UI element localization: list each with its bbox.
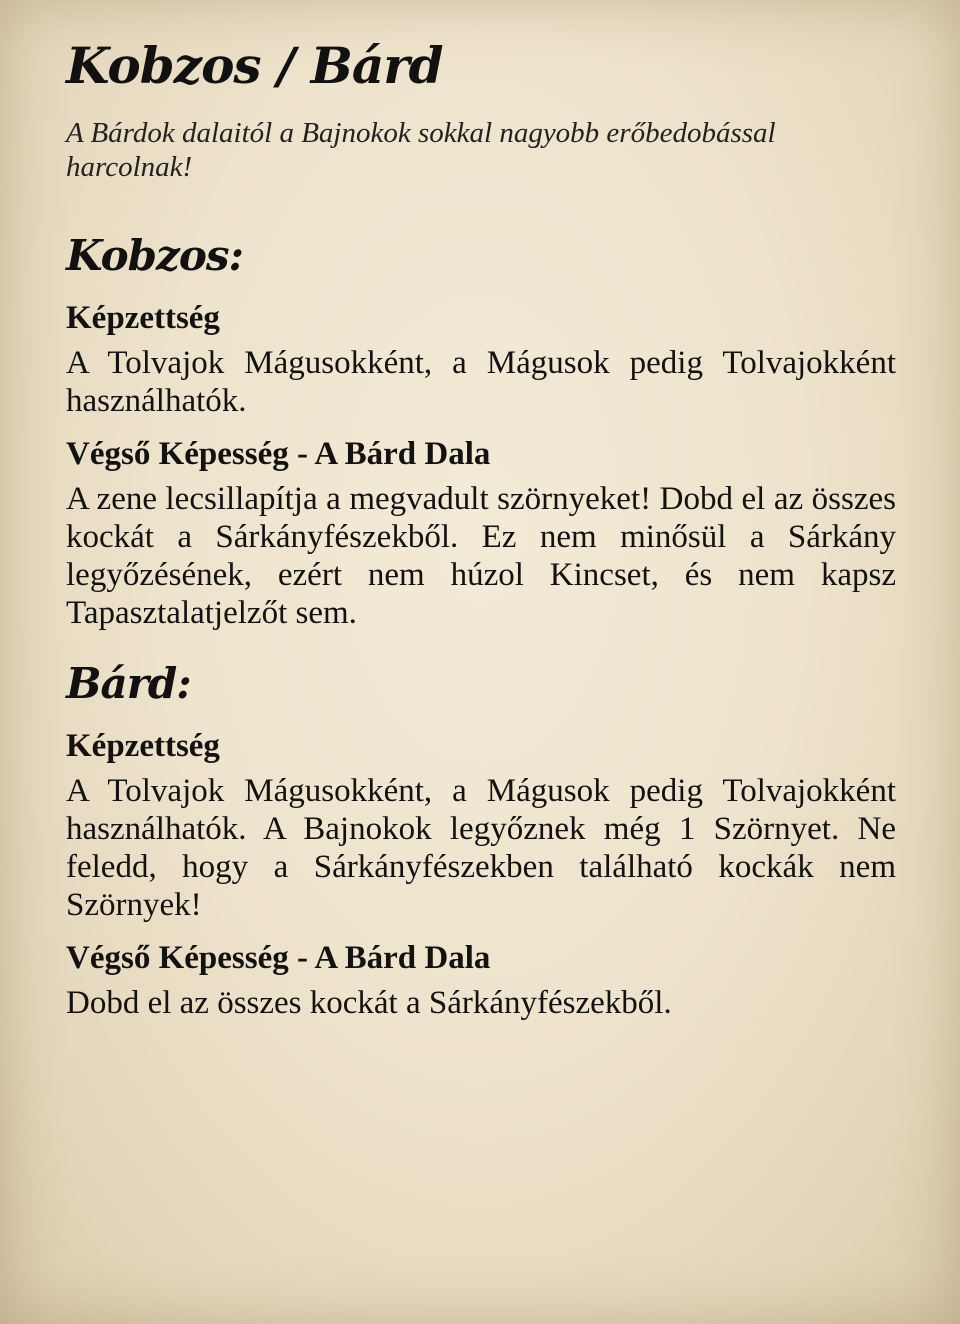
skill-text-bard: A Tolvajok Mágusokként, a Mágusok pedig Tolvajokként használhatók. A Bajnokok legyőznek még 1 Szörnyet. Ne feledd, hogy a Sárkányfészekben található kockák nem Szörnyek! <box>66 773 896 923</box>
ultimate-text-kobzos: A zene lecsillapítja a megvadult szörnyeket! Dobd el az összes kockát a Sárkányfészekből. Ez nem minősül a Sárkány legyőzésének, ezért nem húzol Kincset, és nem kapsz Tapasztalatjelzőt sem. <box>66 481 896 631</box>
section-kobzos <box>66 226 896 632</box>
ultimate-heading-bard: Végső Képesség - A Bárd Dala <box>66 940 491 976</box>
section-title-bard: Bárd: <box>66 659 191 708</box>
skill-heading-kobzos: Képzettség <box>66 300 220 336</box>
skill-text-kobzos: A Tolvajok Mágusokként, a Mágusok pedig Tolvajokként használhatók. <box>66 345 896 419</box>
intro-text: A Bárdok dalaitól a Bajnokok sokkal nagyobb erőbedobással harcolnak! <box>66 117 776 183</box>
section-bard <box>66 654 896 1022</box>
ultimate-text-bard: Dobd el az összes kockát a Sárkányfészekből. <box>66 985 672 1021</box>
card-content <box>66 30 896 1022</box>
page-title: Kobzos / Bárd <box>66 36 443 95</box>
skill-heading-bard: Képzettség <box>66 728 220 764</box>
ultimate-heading-kobzos: Végső Képesség - A Bárd Dala <box>66 436 491 472</box>
section-title-kobzos: Kobzos: <box>66 231 243 280</box>
